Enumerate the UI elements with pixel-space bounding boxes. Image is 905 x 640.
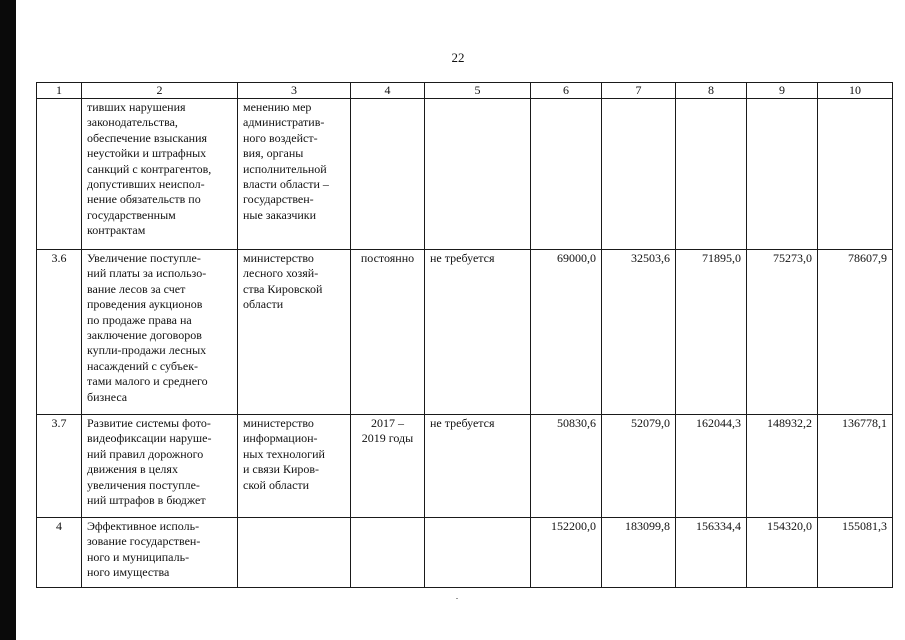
col-header-4: 4 (351, 83, 425, 99)
value-col-8: 162044,3 (676, 415, 747, 518)
scan-edge-bar (0, 0, 16, 640)
col-header-5: 5 (425, 83, 531, 99)
value-col-8: 71895,0 (676, 250, 747, 415)
page-number: 22 (451, 50, 465, 65)
col-header-3: 3 (238, 83, 351, 99)
col-header-2: 2 (82, 83, 238, 99)
value-col-6: 69000,0 (531, 250, 602, 415)
row-number: 3.6 (37, 250, 82, 415)
term-cell (351, 99, 425, 250)
executor-text: министерство информацион- ных технологий и связи Киров- ской области (238, 415, 351, 518)
value-col-7 (602, 99, 676, 250)
table-row (37, 518, 893, 588)
table-row (37, 250, 893, 415)
value-col-6: 152200,0 (531, 518, 602, 588)
value-col-6 (531, 99, 602, 250)
row-number: 3.7 (37, 415, 82, 518)
measure-text: тивших нарушения законодательства, обеспечение взыскания неустойки и штрафных санкций с контрагентов, допустивших неиспол- нение обязательств по государственным контрактам (82, 99, 238, 250)
col-header-9: 9 (747, 83, 818, 99)
value-col-10 (818, 99, 893, 250)
value-col-9: 154320,0 (747, 518, 818, 588)
value-col-10: 155081,3 (818, 518, 893, 588)
executor-text: министерство лесного хозяй- ства Кировской области (238, 250, 351, 415)
term-cell: 2017 – 2019 годы (351, 415, 425, 518)
table-row (37, 415, 893, 518)
row-number (37, 99, 82, 250)
value-col-8 (676, 99, 747, 250)
col-header-8: 8 (676, 83, 747, 99)
col-header-10: 10 (818, 83, 893, 99)
value-col-7: 52079,0 (602, 415, 676, 518)
executor-text (238, 518, 351, 588)
value-col-6: 50830,6 (531, 415, 602, 518)
col-header-7: 7 (602, 83, 676, 99)
value-col-9 (747, 99, 818, 250)
value-col-10: 136778,1 (818, 415, 893, 518)
term-cell: постоянно (351, 250, 425, 415)
measure-text: Развитие системы фото- видеофиксации наруше- ний правил дорожного движения в целях увеличения поступле- ний штрафов в бюджет (82, 415, 238, 518)
funding-cell (425, 99, 531, 250)
row-number: 4 (37, 518, 82, 588)
scan-speck (456, 598, 458, 599)
funding-cell (425, 518, 531, 588)
value-col-8: 156334,4 (676, 518, 747, 588)
value-col-7: 32503,6 (602, 250, 676, 415)
funding-cell: не требуется (425, 250, 531, 415)
col-header-6: 6 (531, 83, 602, 99)
measures-table (36, 82, 893, 588)
col-header-1: 1 (37, 83, 82, 99)
value-col-10: 78607,9 (818, 250, 893, 415)
executor-text: менению мер административ- ного воздейст- вия, органы исполнительной власти области – государствен- ные заказчики (238, 99, 351, 250)
table-row (37, 99, 893, 250)
measure-text: Эффективное исполь- зование государствен- ного и муниципаль- ного имущества (82, 518, 238, 588)
header-row (37, 83, 893, 99)
term-cell (351, 518, 425, 588)
measure-text: Увеличение поступле- ний платы за использо- вание лесов за счет проведения аукционов по продаже права на заключение договоров купли-продажи лесных насаждений с субъек- тами малого и среднего бизнеса (82, 250, 238, 415)
value-col-7: 183099,8 (602, 518, 676, 588)
value-col-9: 148932,2 (747, 415, 818, 518)
value-col-9: 75273,0 (747, 250, 818, 415)
funding-cell: не требуется (425, 415, 531, 518)
